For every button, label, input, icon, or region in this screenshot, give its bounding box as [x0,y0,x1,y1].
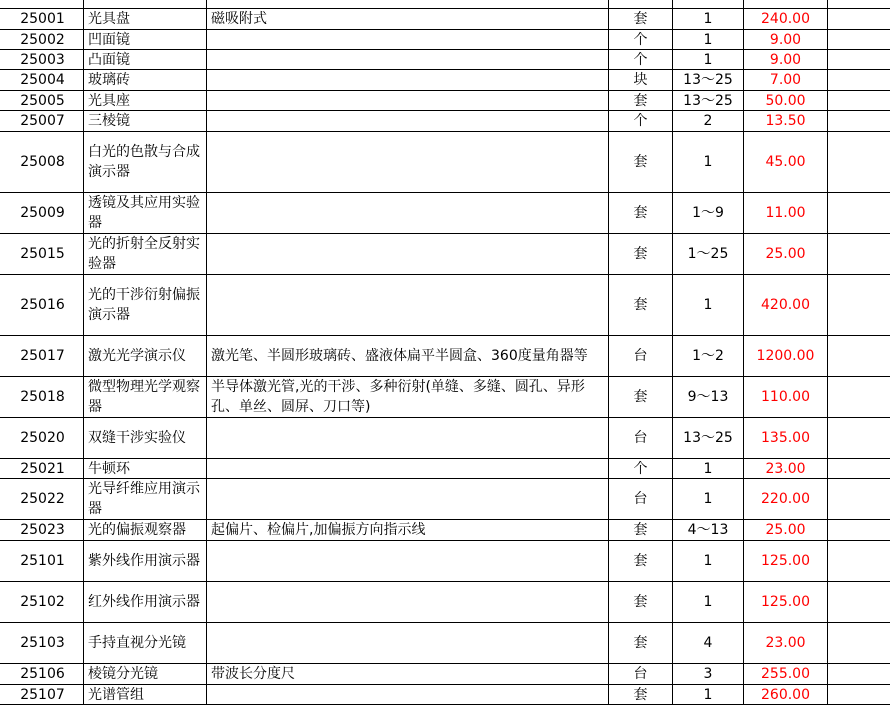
item-price-cell[interactable] [744,111,828,131]
item-unit-text: 套 [633,205,648,221]
item-name-text: 光具座 [88,92,130,109]
item-code-text: 25016 [20,297,65,313]
item-price-cell[interactable] [744,541,828,581]
item-code-text: 25017 [20,348,65,364]
item-code-text: 25015 [20,246,65,262]
item-price-text: 25.00 [765,522,806,538]
item-price-cell[interactable] [744,623,828,663]
extra-cell[interactable] [828,70,890,90]
item-qty-cell[interactable] [673,132,744,192]
item-qty-cell[interactable] [673,193,744,233]
item-qty-text: 9～13 [687,389,729,405]
item-unit-cell[interactable] [609,541,673,581]
item-qty-cell[interactable] [673,459,744,478]
item-name-cell[interactable] [84,520,207,540]
item-name-cell[interactable] [84,111,207,131]
item-spec-cell[interactable] [207,479,609,519]
item-code-text: 25023 [20,522,65,538]
item-price-cell[interactable] [744,132,828,192]
item-code-cell[interactable] [0,664,84,684]
extra-cell[interactable] [828,132,890,192]
item-price-text: 125.00 [761,553,810,569]
item-code-text: 25003 [20,51,65,68]
item-spec-cell[interactable] [207,9,609,29]
item-name-text: 手持直视分光镜 [88,635,186,651]
item-code-cell[interactable] [0,111,84,131]
item-name-text: 红外线作用演示器 [88,594,200,610]
item-unit-cell[interactable] [609,459,673,478]
item-qty-text: 2 [703,113,713,129]
item-qty-cell[interactable] [673,582,744,622]
item-qty-cell[interactable] [673,30,744,49]
table-row [0,30,890,50]
item-qty-cell[interactable] [673,664,744,684]
item-spec-cell[interactable] [207,50,609,69]
item-name-text: 白光的色散与合成演示器 [88,144,200,180]
extra-cell[interactable] [828,234,890,274]
item-unit-cell[interactable] [609,234,673,274]
item-name-cell[interactable] [84,193,207,233]
table-row [0,50,890,70]
item-unit-text: 套 [633,594,648,610]
item-price-text: 9.00 [769,51,802,68]
item-name-cell[interactable] [84,30,207,49]
item-unit-cell[interactable] [609,685,673,704]
item-price-cell[interactable] [744,9,828,29]
item-name-text: 凸面镜 [88,51,130,68]
item-unit-cell[interactable] [609,418,673,458]
item-name-cell[interactable] [84,664,207,684]
item-name-text: 双缝干涉实验仪 [88,430,186,446]
item-qty-cell[interactable] [673,479,744,519]
item-price-cell[interactable] [744,50,828,69]
item-price-text: 25.00 [765,246,806,262]
item-unit-cell[interactable] [609,0,673,8]
item-unit-text: 个 [633,460,648,477]
table-row [0,111,890,132]
extra-cell[interactable] [828,623,890,663]
item-qty-cell[interactable] [673,0,744,8]
item-code-text: 25005 [20,92,65,109]
item-price-cell[interactable] [744,0,828,8]
item-price-text: 420.00 [761,297,810,313]
item-qty-text: 1 [703,51,713,68]
extra-cell[interactable] [828,111,890,131]
item-code-text: 25004 [20,72,65,88]
item-spec-cell[interactable] [207,234,609,274]
item-qty-text: 1 [703,11,713,27]
item-unit-cell[interactable] [609,50,673,69]
extra-cell[interactable] [828,275,890,335]
table-row [0,9,890,30]
item-unit-cell[interactable] [609,623,673,663]
item-name-text: 牛顿环 [88,460,130,477]
item-code-cell[interactable] [0,520,84,540]
extra-cell[interactable] [828,30,890,49]
item-unit-text: 套 [633,154,648,170]
item-spec-cell[interactable] [207,418,609,458]
item-name-cell[interactable] [84,50,207,69]
item-spec-cell[interactable] [207,459,609,478]
item-price-text: 50.00 [765,92,806,109]
item-spec-cell[interactable] [207,520,609,540]
item-code-cell[interactable] [0,132,84,192]
item-name-text: 光的偏振观察器 [88,522,186,538]
item-code-text: 25021 [20,460,65,477]
item-price-text: 125.00 [761,594,810,610]
item-name-cell[interactable] [84,234,207,274]
item-price-text: 135.00 [761,430,810,446]
item-price-cell[interactable] [744,336,828,376]
item-name-cell[interactable] [84,91,207,110]
item-unit-text: 套 [633,246,648,262]
item-qty-cell[interactable] [673,9,744,29]
item-name-cell[interactable] [84,9,207,29]
item-spec-cell[interactable] [207,623,609,663]
item-code-cell[interactable] [0,9,84,29]
item-unit-text: 个 [633,113,648,129]
item-name-text: 紫外线作用演示器 [88,553,200,569]
table-row [0,234,890,275]
item-price-text: 240.00 [761,11,810,27]
table-row [0,132,890,193]
item-code-text: 25008 [20,154,65,170]
item-unit-cell[interactable] [609,193,673,233]
item-spec-cell[interactable] [207,30,609,49]
item-name-text: 光具盘 [88,11,130,27]
item-price-text: 45.00 [765,154,806,170]
item-qty-text: 13～25 [683,92,733,109]
item-spec-text: 激光笔、半圆形玻璃砖、盛液体扁平半圆盒、360度量角器等 [211,348,588,364]
item-unit-text: 台 [633,430,648,446]
table-row [0,479,890,520]
extra-cell[interactable] [828,50,890,69]
item-price-cell[interactable] [744,520,828,540]
item-code-text: 25022 [20,491,65,507]
item-qty-text: 1 [703,594,713,610]
extra-cell[interactable] [828,9,890,29]
item-qty-cell[interactable] [673,91,744,110]
table-row [0,336,890,377]
item-qty-cell[interactable] [673,50,744,69]
item-name-cell[interactable] [84,275,207,335]
item-unit-cell[interactable] [609,520,673,540]
item-qty-cell[interactable] [673,418,744,458]
item-name-text: 激光光学演示仪 [88,348,186,364]
item-code-cell[interactable] [0,479,84,519]
extra-cell[interactable] [828,541,890,581]
item-name-text: 光导纤维应用演示器 [88,481,200,517]
item-qty-text: 3 [703,666,713,682]
item-name-cell[interactable] [84,132,207,192]
item-name-text: 光的干涉衍射偏振演示器 [88,287,200,323]
item-code-cell[interactable] [0,459,84,478]
item-name-text: 透镜及其应用实验器 [88,195,200,231]
item-qty-cell[interactable] [673,234,744,274]
item-qty-text: 13～25 [683,72,733,88]
item-code-cell[interactable] [0,541,84,581]
extra-cell[interactable] [828,685,890,704]
item-code-text: 25009 [20,205,65,221]
item-unit-cell[interactable] [609,336,673,376]
item-unit-cell[interactable] [609,479,673,519]
item-unit-text: 套 [633,635,648,651]
table-row [0,0,890,9]
item-code-text: 25020 [20,430,65,446]
item-qty-text: 1～2 [692,348,724,364]
extra-cell[interactable] [828,91,890,110]
item-price-text: 23.00 [765,460,806,477]
item-name-cell[interactable] [84,479,207,519]
item-price-text: 220.00 [761,491,810,507]
item-unit-text: 套 [633,389,648,405]
item-qty-cell[interactable] [673,520,744,540]
item-name-cell[interactable] [84,0,207,8]
item-price-text: 23.00 [765,635,806,651]
item-unit-cell[interactable] [609,30,673,49]
table-row [0,377,890,418]
extra-cell[interactable] [828,459,890,478]
item-price-text: 7.00 [769,72,802,88]
item-spec-cell[interactable] [207,275,609,335]
item-price-cell[interactable] [744,418,828,458]
item-unit-text: 套 [633,553,648,569]
item-qty-text: 4 [703,635,713,651]
item-price-cell[interactable] [744,70,828,90]
item-code-cell[interactable] [0,336,84,376]
item-price-text: 13.50 [765,113,806,129]
item-unit-text: 台 [633,491,648,507]
item-price-text: 1200.00 [756,348,815,364]
item-spec-cell[interactable] [207,132,609,192]
item-code-cell[interactable] [0,0,84,8]
item-spec-text: 磁吸附式 [211,11,267,27]
table-row [0,582,890,623]
item-code-text: 25101 [20,553,65,569]
item-code-cell[interactable] [0,418,84,458]
item-code-cell[interactable] [0,193,84,233]
item-qty-text: 13～25 [683,430,733,446]
item-spec-text: 半导体激光管,光的干涉、多种衍射(单缝、多缝、圆孔、异形孔、单丝、圆屏、刀口等) [211,379,585,415]
item-unit-text: 套 [633,92,648,109]
item-spec-cell[interactable] [207,70,609,90]
item-name-text: 棱镜分光镜 [88,666,158,682]
item-unit-text: 个 [633,51,648,68]
table-row [0,418,890,459]
table-row [0,520,890,541]
item-price-cell[interactable] [744,685,828,704]
item-spec-cell[interactable] [207,664,609,684]
item-unit-cell[interactable] [609,664,673,684]
extra-cell[interactable] [828,418,890,458]
item-name-cell[interactable] [84,459,207,478]
item-qty-cell[interactable] [673,275,744,335]
item-spec-cell[interactable] [207,377,609,417]
item-qty-text: 1 [703,31,713,48]
item-qty-text: 1 [703,297,713,313]
item-name-cell[interactable] [84,582,207,622]
table-row [0,685,890,705]
item-price-text: 255.00 [761,666,810,682]
item-code-text: 25106 [20,666,65,682]
item-code-cell[interactable] [0,234,84,274]
table-row [0,623,890,664]
item-unit-text: 套 [633,297,648,313]
item-unit-text: 块 [633,72,648,88]
extra-cell[interactable] [828,377,890,417]
item-spec-cell[interactable] [207,685,609,704]
item-name-text: 光的折射全反射实验器 [88,236,200,272]
item-price-cell[interactable] [744,664,828,684]
item-qty-cell[interactable] [673,623,744,663]
item-unit-cell[interactable] [609,91,673,110]
item-spec-text: 带波长分度尺 [211,666,295,682]
item-name-cell[interactable] [84,418,207,458]
extra-cell[interactable] [828,664,890,684]
item-code-cell[interactable] [0,91,84,110]
item-code-text: 25001 [20,11,65,27]
item-code-cell[interactable] [0,70,84,90]
item-unit-cell[interactable] [609,132,673,192]
item-name-cell[interactable] [84,70,207,90]
item-name-cell[interactable] [84,685,207,704]
item-unit-text: 套 [633,686,648,703]
item-price-cell[interactable] [744,193,828,233]
item-qty-text: 1～25 [687,246,729,262]
item-spec-cell[interactable] [207,336,609,376]
item-price-cell[interactable] [744,234,828,274]
item-price-cell[interactable] [744,582,828,622]
item-name-text: 凹面镜 [88,31,130,48]
item-qty-text: 1～9 [692,205,724,221]
extra-cell[interactable] [828,520,890,540]
item-price-text: 11.00 [765,205,806,221]
item-spec-cell[interactable] [207,582,609,622]
item-code-text: 25107 [20,686,65,703]
item-qty-text: 1 [703,686,713,703]
item-price-text: 9.00 [769,31,802,48]
item-name-text: 三棱镜 [88,113,130,129]
item-code-text: 25102 [20,594,65,610]
item-qty-text: 1 [703,154,713,170]
item-spec-cell[interactable] [207,0,609,8]
item-code-text: 25002 [20,31,65,48]
item-code-cell[interactable] [0,275,84,335]
item-name-cell[interactable] [84,336,207,376]
table-row [0,664,890,685]
table-row [0,275,890,336]
item-qty-cell[interactable] [673,336,744,376]
item-name-cell[interactable] [84,541,207,581]
extra-cell[interactable] [828,0,890,8]
item-price-text: 260.00 [761,686,810,703]
item-unit-cell[interactable] [609,70,673,90]
extra-cell[interactable] [828,193,890,233]
item-code-cell[interactable] [0,50,84,69]
item-unit-cell[interactable] [609,111,673,131]
item-code-cell[interactable] [0,685,84,704]
item-spec-text: 起偏片、检偏片,加偏振方向指示线 [211,522,426,538]
item-qty-cell[interactable] [673,685,744,704]
item-name-text: 光谱管组 [88,686,144,703]
item-qty-cell[interactable] [673,70,744,90]
item-price-cell[interactable] [744,479,828,519]
item-price-cell[interactable] [744,459,828,478]
item-price-text: 110.00 [761,389,810,405]
item-unit-cell[interactable] [609,377,673,417]
item-qty-cell[interactable] [673,377,744,417]
item-spec-cell[interactable] [207,91,609,110]
item-unit-text: 套 [633,522,648,538]
item-qty-text: 1 [703,553,713,569]
item-code-text: 25007 [20,113,65,129]
item-code-cell[interactable] [0,623,84,663]
table-row [0,91,890,111]
item-unit-cell[interactable] [609,9,673,29]
table-row [0,193,890,234]
item-unit-text: 个 [633,31,648,48]
extra-cell[interactable] [828,582,890,622]
item-spec-cell[interactable] [207,193,609,233]
item-price-cell[interactable] [744,30,828,49]
item-code-text: 25103 [20,635,65,651]
extra-cell[interactable] [828,336,890,376]
item-spec-cell[interactable] [207,111,609,131]
table-row [0,70,890,91]
item-code-cell[interactable] [0,582,84,622]
item-unit-text: 台 [633,348,648,364]
item-qty-text: 1 [703,460,713,477]
table-row [0,541,890,582]
item-unit-text: 套 [633,11,648,27]
item-spec-cell[interactable] [207,541,609,581]
item-price-cell[interactable] [744,91,828,110]
item-qty-text: 1 [703,491,713,507]
item-qty-cell[interactable] [673,111,744,131]
item-qty-cell[interactable] [673,541,744,581]
item-name-text: 玻璃砖 [88,72,130,88]
item-code-cell[interactable] [0,30,84,49]
item-unit-cell[interactable] [609,275,673,335]
item-unit-cell[interactable] [609,582,673,622]
item-name-cell[interactable] [84,623,207,663]
table-row [0,459,890,479]
item-unit-text: 台 [633,666,648,682]
item-code-text: 25018 [20,389,65,405]
item-name-cell[interactable] [84,377,207,417]
item-price-cell[interactable] [744,377,828,417]
item-code-cell[interactable] [0,377,84,417]
extra-cell[interactable] [828,479,890,519]
item-price-cell[interactable] [744,275,828,335]
item-qty-text: 4～13 [687,522,729,538]
item-name-text: 微型物理光学观察器 [88,379,200,415]
